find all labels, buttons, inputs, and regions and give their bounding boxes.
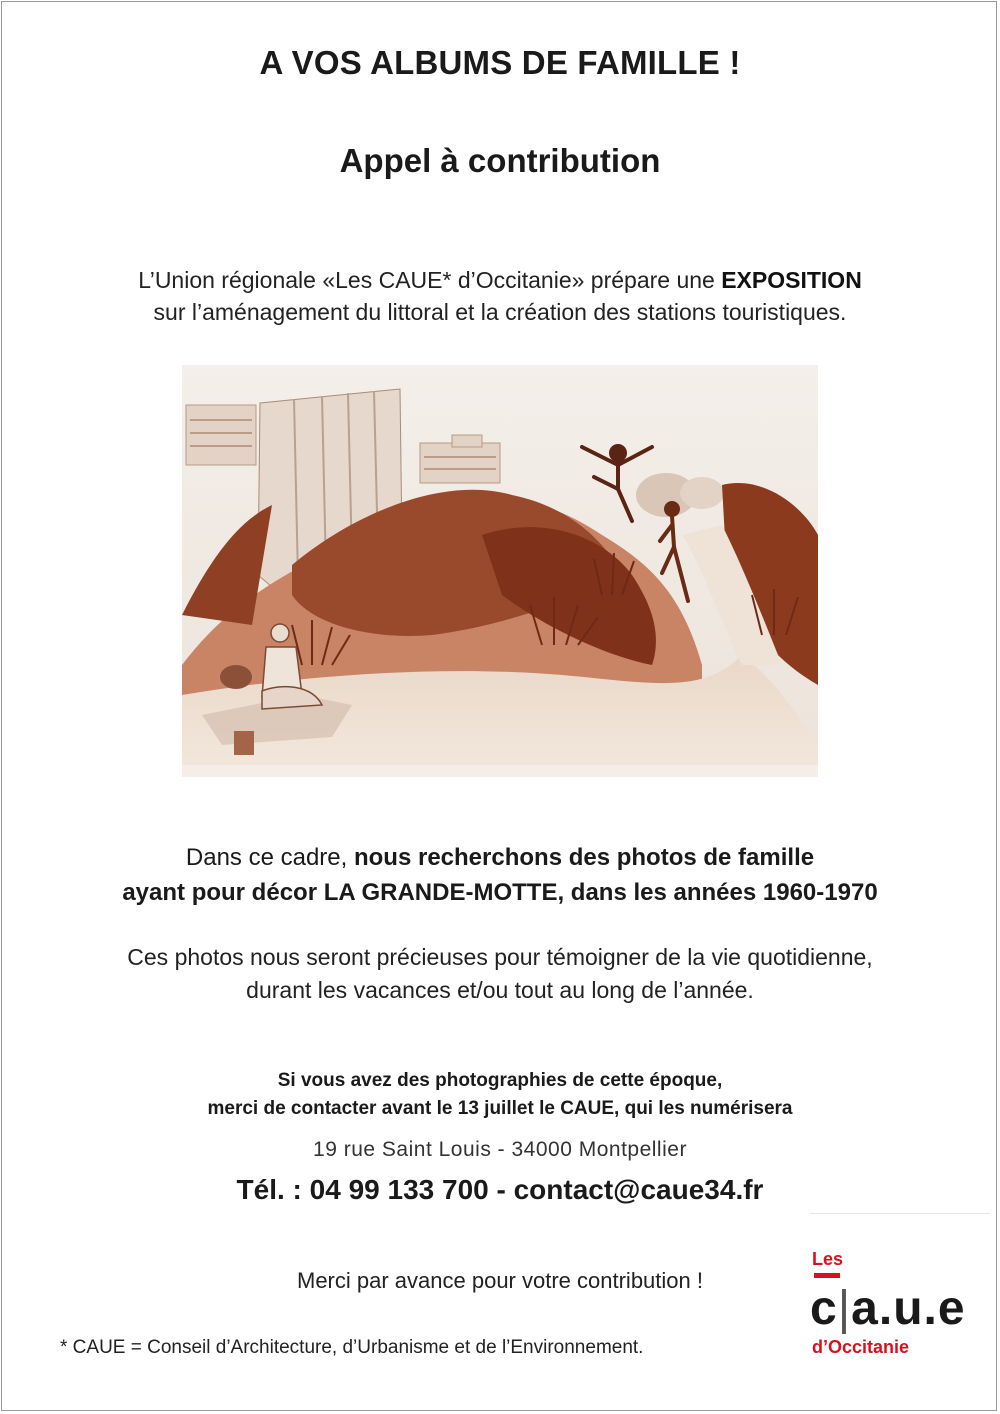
call-to-action <box>0 1067 1000 1123</box>
intro-line-1: L’Union régionale «Les CAUE* d’Occitanie» prépare une EXPOSITION <box>138 267 862 293</box>
logo-divider <box>810 1213 990 1214</box>
purpose-paragraph <box>0 941 1000 1007</box>
page-subtitle: Appel à contribution <box>339 142 661 179</box>
search-line-2: ayant pour décor LA GRANDE-MOTTE, dans les années 1960-1970 <box>122 879 878 906</box>
page-title: A VOS ALBUMS DE FAMILLE ! <box>259 44 741 81</box>
search-paragraph <box>0 840 1000 910</box>
logo-les-text: Les <box>812 1249 844 1269</box>
purpose-line-2: durant les vacances et/ou tout au long de l’année. <box>246 977 754 1003</box>
search-line-1: Dans ce cadre, nous recherchons des photos de famille <box>185 844 815 871</box>
logo-wordmark: c|a.u.e <box>810 1282 966 1335</box>
intro-line-2: sur l’aménagement du littoral et la création des stations touristiques. <box>153 299 847 325</box>
caue-logo <box>810 1213 990 1363</box>
logo-red-bar <box>814 1273 840 1278</box>
exposition-emphasis: EXPOSITION <box>721 267 862 293</box>
cta-line-2: merci de contacter avant le 13 juillet le CAUE, qui les numérisera <box>207 1098 793 1119</box>
cta-line-1: Si vous avez des photographies de cette époque, <box>277 1070 723 1091</box>
purpose-line-1: Ces photos nous seront précieuses pour témoigner de la vie quotidienne, <box>127 944 873 970</box>
archive-beach-photo <box>182 365 818 777</box>
footnote: * CAUE = Conseil d’Architecture, d’Urbanisme et de l’Environnement. <box>60 1337 644 1358</box>
archive-photo-icon <box>182 365 818 777</box>
postal-address: 19 rue Saint Louis - 34000 Montpellier <box>313 1138 687 1161</box>
logo-region-text: d’Occitanie <box>812 1337 910 1357</box>
intro-paragraph <box>0 264 1000 328</box>
thanks-message: Merci par avance pour votre contribution ! <box>297 1268 703 1293</box>
phone-email-line[interactable]: Tél. : 04 99 133 700 - contact@caue34.fr <box>236 1174 764 1205</box>
